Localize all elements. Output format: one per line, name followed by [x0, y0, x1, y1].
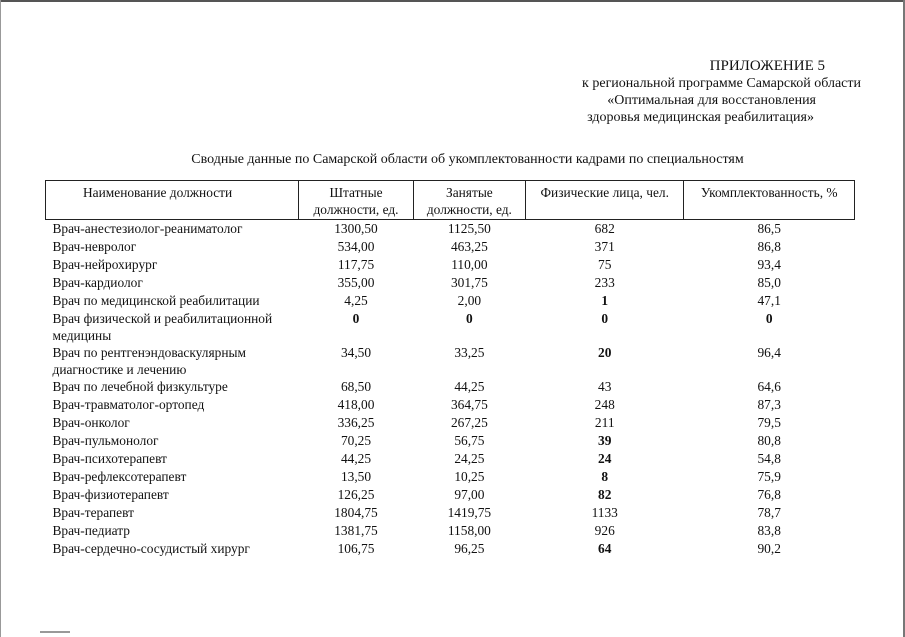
header-staffing-rate: Укомплектованность, % — [684, 181, 855, 220]
staff-positions: 117,75 — [337, 257, 375, 272]
staff-positions: 1804,75 — [334, 505, 378, 520]
occupied-positions: 96,25 — [454, 541, 485, 556]
individuals: 43 — [598, 379, 612, 394]
position-name: Врач-педиатр — [52, 523, 130, 538]
header-occupied-positions: Занятые должности, ед. — [413, 181, 525, 220]
staff-positions: 4,25 — [344, 293, 368, 308]
header-staff-positions: Штатные должности, ед. — [299, 181, 413, 220]
table-row — [46, 220, 855, 239]
staff-positions: 534,00 — [337, 239, 375, 254]
table-row — [46, 450, 855, 468]
position-name: Врач-терапевт — [52, 505, 134, 520]
staffing-rate: 54,8 — [757, 451, 781, 466]
individuals: 211 — [594, 415, 615, 430]
staff-positions: 126,25 — [337, 487, 375, 502]
occupied-positions: 2,00 — [457, 293, 482, 308]
scan-edge-left — [0, 0, 1, 637]
table-row — [46, 432, 855, 450]
position-name: Врач физической и реабилитационной медицины — [52, 311, 273, 343]
occupied-positions: 1125,50 — [447, 221, 491, 236]
individuals: 75 — [598, 257, 612, 272]
position-name: Врач-пульмонолог — [52, 433, 159, 448]
occupied-positions: 56,75 — [454, 433, 485, 448]
individuals: 926 — [594, 523, 615, 538]
occupied-positions: 1158,00 — [447, 523, 491, 538]
staffing-rate: 96,4 — [757, 345, 781, 360]
staffing-rate: 76,8 — [757, 487, 781, 502]
individuals: 8 — [601, 469, 609, 484]
staff-positions: 68,50 — [340, 379, 372, 394]
occupied-positions: 33,25 — [454, 345, 485, 360]
position-name: Врач-физиотерапевт — [52, 487, 169, 502]
position-name: Врач-психотерапевт — [52, 451, 167, 466]
individuals: 24 — [598, 451, 612, 466]
staffing-rate: 87,3 — [757, 397, 781, 412]
staff-positions: 106,75 — [337, 541, 375, 556]
staff-positions: 0 — [352, 311, 360, 326]
staff-positions: 1300,50 — [334, 221, 378, 236]
occupied-positions: 24,25 — [454, 451, 485, 466]
staff-positions: 34,50 — [340, 345, 372, 360]
table-row — [46, 504, 855, 522]
individuals: 1 — [601, 293, 609, 308]
individuals: 371 — [594, 239, 615, 254]
staffing-rate: 78,7 — [757, 505, 781, 520]
individuals: 64 — [598, 541, 612, 556]
occupied-positions: 0 — [466, 311, 473, 326]
appendix-line-3: здоровья медицинская реабилитация» — [587, 110, 814, 125]
occupied-positions: 44,25 — [454, 379, 485, 394]
staffing-rate: 93,4 — [757, 257, 781, 272]
position-name: Врач-невролог — [52, 239, 137, 254]
table-row — [46, 522, 855, 540]
individuals: 233 — [594, 275, 615, 290]
staff-positions: 70,25 — [340, 433, 372, 448]
position-name: Врач-травматолог-ортопед — [52, 397, 205, 412]
individuals: 0 — [601, 311, 609, 326]
staffing-rate: 80,8 — [757, 433, 781, 448]
appendix-line-2: «Оптимальная для восстановления — [607, 93, 816, 108]
staffing-rate: 90,2 — [757, 541, 781, 556]
occupied-positions: 110,00 — [451, 257, 488, 272]
individuals: 1133 — [591, 505, 618, 520]
occupied-positions: 1419,75 — [447, 505, 492, 520]
table-row — [46, 378, 855, 396]
table-row — [46, 486, 855, 504]
table-row — [46, 274, 855, 292]
occupied-positions: 463,25 — [450, 239, 488, 254]
staff-positions: 1381,75 — [334, 523, 378, 538]
position-name: Врач-нейрохирург — [52, 257, 158, 272]
table-row — [46, 256, 855, 274]
occupied-positions: 364,75 — [450, 397, 488, 412]
position-name: Врач-онколог — [52, 415, 130, 430]
staffing-rate: 75,9 — [757, 469, 781, 484]
occupied-positions: 301,75 — [450, 275, 488, 290]
position-name: Врач по рентгенэндоваскулярным диагностике и лечению — [52, 345, 246, 377]
occupied-positions: 97,00 — [454, 487, 485, 502]
staff-positions: 355,00 — [337, 275, 375, 290]
table-row — [46, 468, 855, 486]
staffing-rate: 79,5 — [757, 415, 781, 430]
table-row — [46, 292, 855, 310]
scan-mark — [40, 631, 70, 633]
appendix-line-1: к региональной программе Самарской области — [582, 76, 861, 91]
scan-edge-top — [0, 0, 905, 2]
staff-positions: 13,50 — [340, 469, 372, 484]
staffing-rate: 64,6 — [757, 379, 781, 394]
staff-positions: 418,00 — [337, 397, 375, 412]
occupied-positions: 267,25 — [450, 415, 488, 430]
table-row — [46, 540, 855, 558]
header-position-name: Наименование должности — [46, 181, 299, 220]
occupied-positions: 10,25 — [454, 469, 485, 484]
table-row — [46, 396, 855, 414]
header-individuals: Физические лица, чел. — [526, 181, 684, 220]
staffing-rate: 86,8 — [757, 239, 781, 254]
individuals: 248 — [594, 397, 615, 412]
position-name: Врач-анестезиолог-реаниматолог — [52, 221, 243, 236]
individuals: 20 — [598, 345, 612, 360]
staffing-rate: 83,8 — [757, 523, 781, 538]
staffing-rate: 85,0 — [757, 275, 781, 290]
individuals: 682 — [594, 221, 615, 236]
staffing-rate: 47,1 — [757, 293, 781, 308]
staffing-rate: 0 — [765, 311, 773, 326]
position-name: Врач по медицинской реабилитации — [52, 293, 260, 308]
individuals: 39 — [598, 433, 612, 448]
staffing-table — [45, 180, 855, 558]
position-name: Врач-кардиолог — [52, 275, 143, 290]
appendix-title: ПРИЛОЖЕНИЕ 5 — [709, 58, 825, 74]
table-row — [46, 238, 855, 256]
document-title: Сводные данные по Самарской области об укомплектованности кадрами по специальностям — [191, 152, 744, 167]
position-name: Врач-сердечно-сосудистый хирург — [52, 541, 250, 556]
position-name: Врач по лечебной физкультуре — [52, 379, 228, 394]
staff-positions: 44,25 — [340, 451, 372, 466]
staff-positions: 336,25 — [337, 415, 375, 430]
table-row — [46, 414, 855, 432]
appendix-header — [461, 58, 861, 126]
table-row — [46, 310, 855, 344]
table-row — [46, 344, 855, 378]
position-name: Врач-рефлексотерапевт — [52, 469, 187, 484]
individuals: 82 — [598, 487, 612, 502]
staffing-rate: 86,5 — [757, 221, 781, 236]
table-header-row — [46, 181, 855, 220]
